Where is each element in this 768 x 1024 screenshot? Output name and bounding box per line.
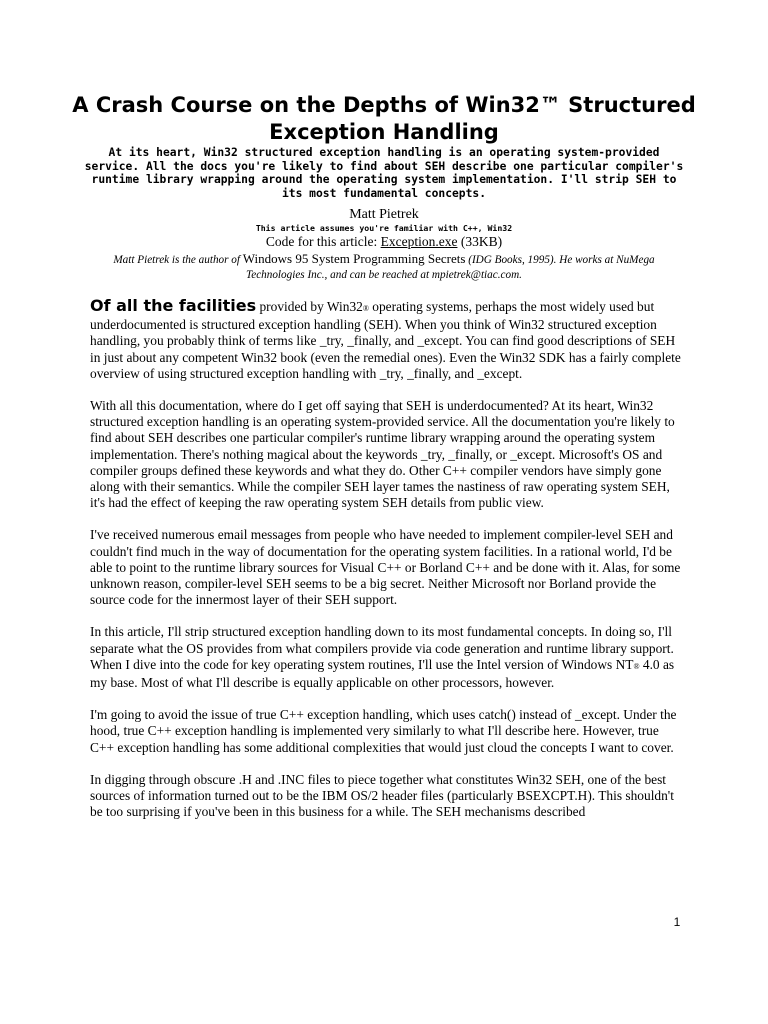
body-paragraph: With all this documentation, where do I get off saying that SEH is underdocumented? At its heart, Win32 structured exception handling is an operating system-provided service. All the documentation you're likely to find about SEH describes one particular compiler's runtime library wrapping around the operating system implementation. There's nothing magical about the keywords _try, _finally, or _except. Microsoft's OS and compiler groups defined these keywords and what they do. Other C++ compiler vendors have simply gone along with their semantics. While the compiler SEH layer tames the nastiness of raw operating system SEH, it's had the effect of keeping the raw operating system SEH details from public view. bbox=[90, 398, 675, 511]
body-paragraph: I've received numerous email messages from people who have needed to implement compiler-level SEH and couldn't find much in the way of documentation for the operating system facilities. In a rational world, I'd be able to point to the runtime library sources for Visual C++ or Borland C++ and be done with it. Alas, for some unknown reason, compiler-level SEH seems to be a big secret. Neither Microsoft nor Borland provide the source code for the innermost layer of their SEH support. bbox=[90, 527, 681, 608]
code-download-link[interactable]: Exception.exe bbox=[380, 234, 458, 249]
registered-mark: ® bbox=[633, 661, 640, 671]
body-paragraph: I'm going to avoid the issue of true C++ exception handling, which uses catch() instead of _except. Under the hood, true C++ exception handling is implemented very similarly to what I'll describe here. However, true C++ exception handling has some additional complexities that would just cloud the concepts I want to cover. bbox=[90, 707, 677, 755]
registered-mark: ® bbox=[362, 304, 369, 313]
article-body bbox=[90, 298, 682, 836]
body-paragraph bbox=[90, 298, 682, 382]
paragraph-text: operating systems, perhaps the most widely used but underdocumented is structured exception handling (SEH). When you think of Win32 structured exception handling, you probably think of terms like _try, _finally, and _except. You can find good descriptions of SEH in just about any competent Win32 book (even the remedial ones). Even the Win32 SDK has a fairly complete overview of using structured exception handling with _try, _finally, and _except. bbox=[90, 299, 681, 381]
article-abstract: At its heart, Win32 structured exception handling is an operating system-provided service. All the docs you're likely to find about SEH describe one particular compiler's runtime library wrapping around the operating system implementation. I'll strip SEH to its most fundamental concepts. bbox=[84, 146, 684, 200]
paragraph-text: In this article, I'll strip structured exception handling down to its most fundamental concepts. In doing so, I'll separate what the OS provides from what compilers provide via code generation and runtime library support. When I dive into the code for key operating system routines, I'll use the Intel version of Windows NT bbox=[90, 624, 674, 672]
article-title: A Crash Course on the Depths of Win32™ Structured Exception Handling bbox=[72, 93, 696, 144]
author-bio bbox=[100, 251, 668, 283]
body-paragraph bbox=[90, 624, 682, 691]
bio-details: (IDG Books, 1995). He works at NuMega Technologies Inc., and can be reached at mpietrek@tiac.com. bbox=[246, 254, 655, 281]
bio-intro: Matt Pietrek is the author of bbox=[113, 254, 243, 266]
code-label: Code for this article: bbox=[265, 234, 381, 249]
page-number: 1 bbox=[673, 915, 681, 929]
paragraph-text: provided by Win32 bbox=[256, 299, 363, 314]
code-size: (33KB) bbox=[457, 234, 503, 249]
paragraph-text: 4.0 as my base. Most of what I'll describe is equally applicable on other processors, however. bbox=[90, 656, 675, 691]
body-paragraph: In digging through obscure .H and .INC files to piece together what constitutes Win32 SEH, one of the best sources of information turned out to be the IBM OS/2 header files (particularly BSEXCPT.H). This shouldn't be too surprising if you've been in this business for a while. The SEH mechanisms described bbox=[90, 771, 674, 820]
article-author: Matt Pietrek bbox=[349, 207, 419, 222]
paragraph-lead-in: Of all the facilities bbox=[90, 296, 257, 315]
bio-book-title: Windows 95 System Programming Secrets bbox=[242, 251, 466, 266]
article-prerequisites: This article assumes you're familiar with C++, Win32 bbox=[255, 223, 513, 233]
code-download-line bbox=[60, 234, 708, 250]
